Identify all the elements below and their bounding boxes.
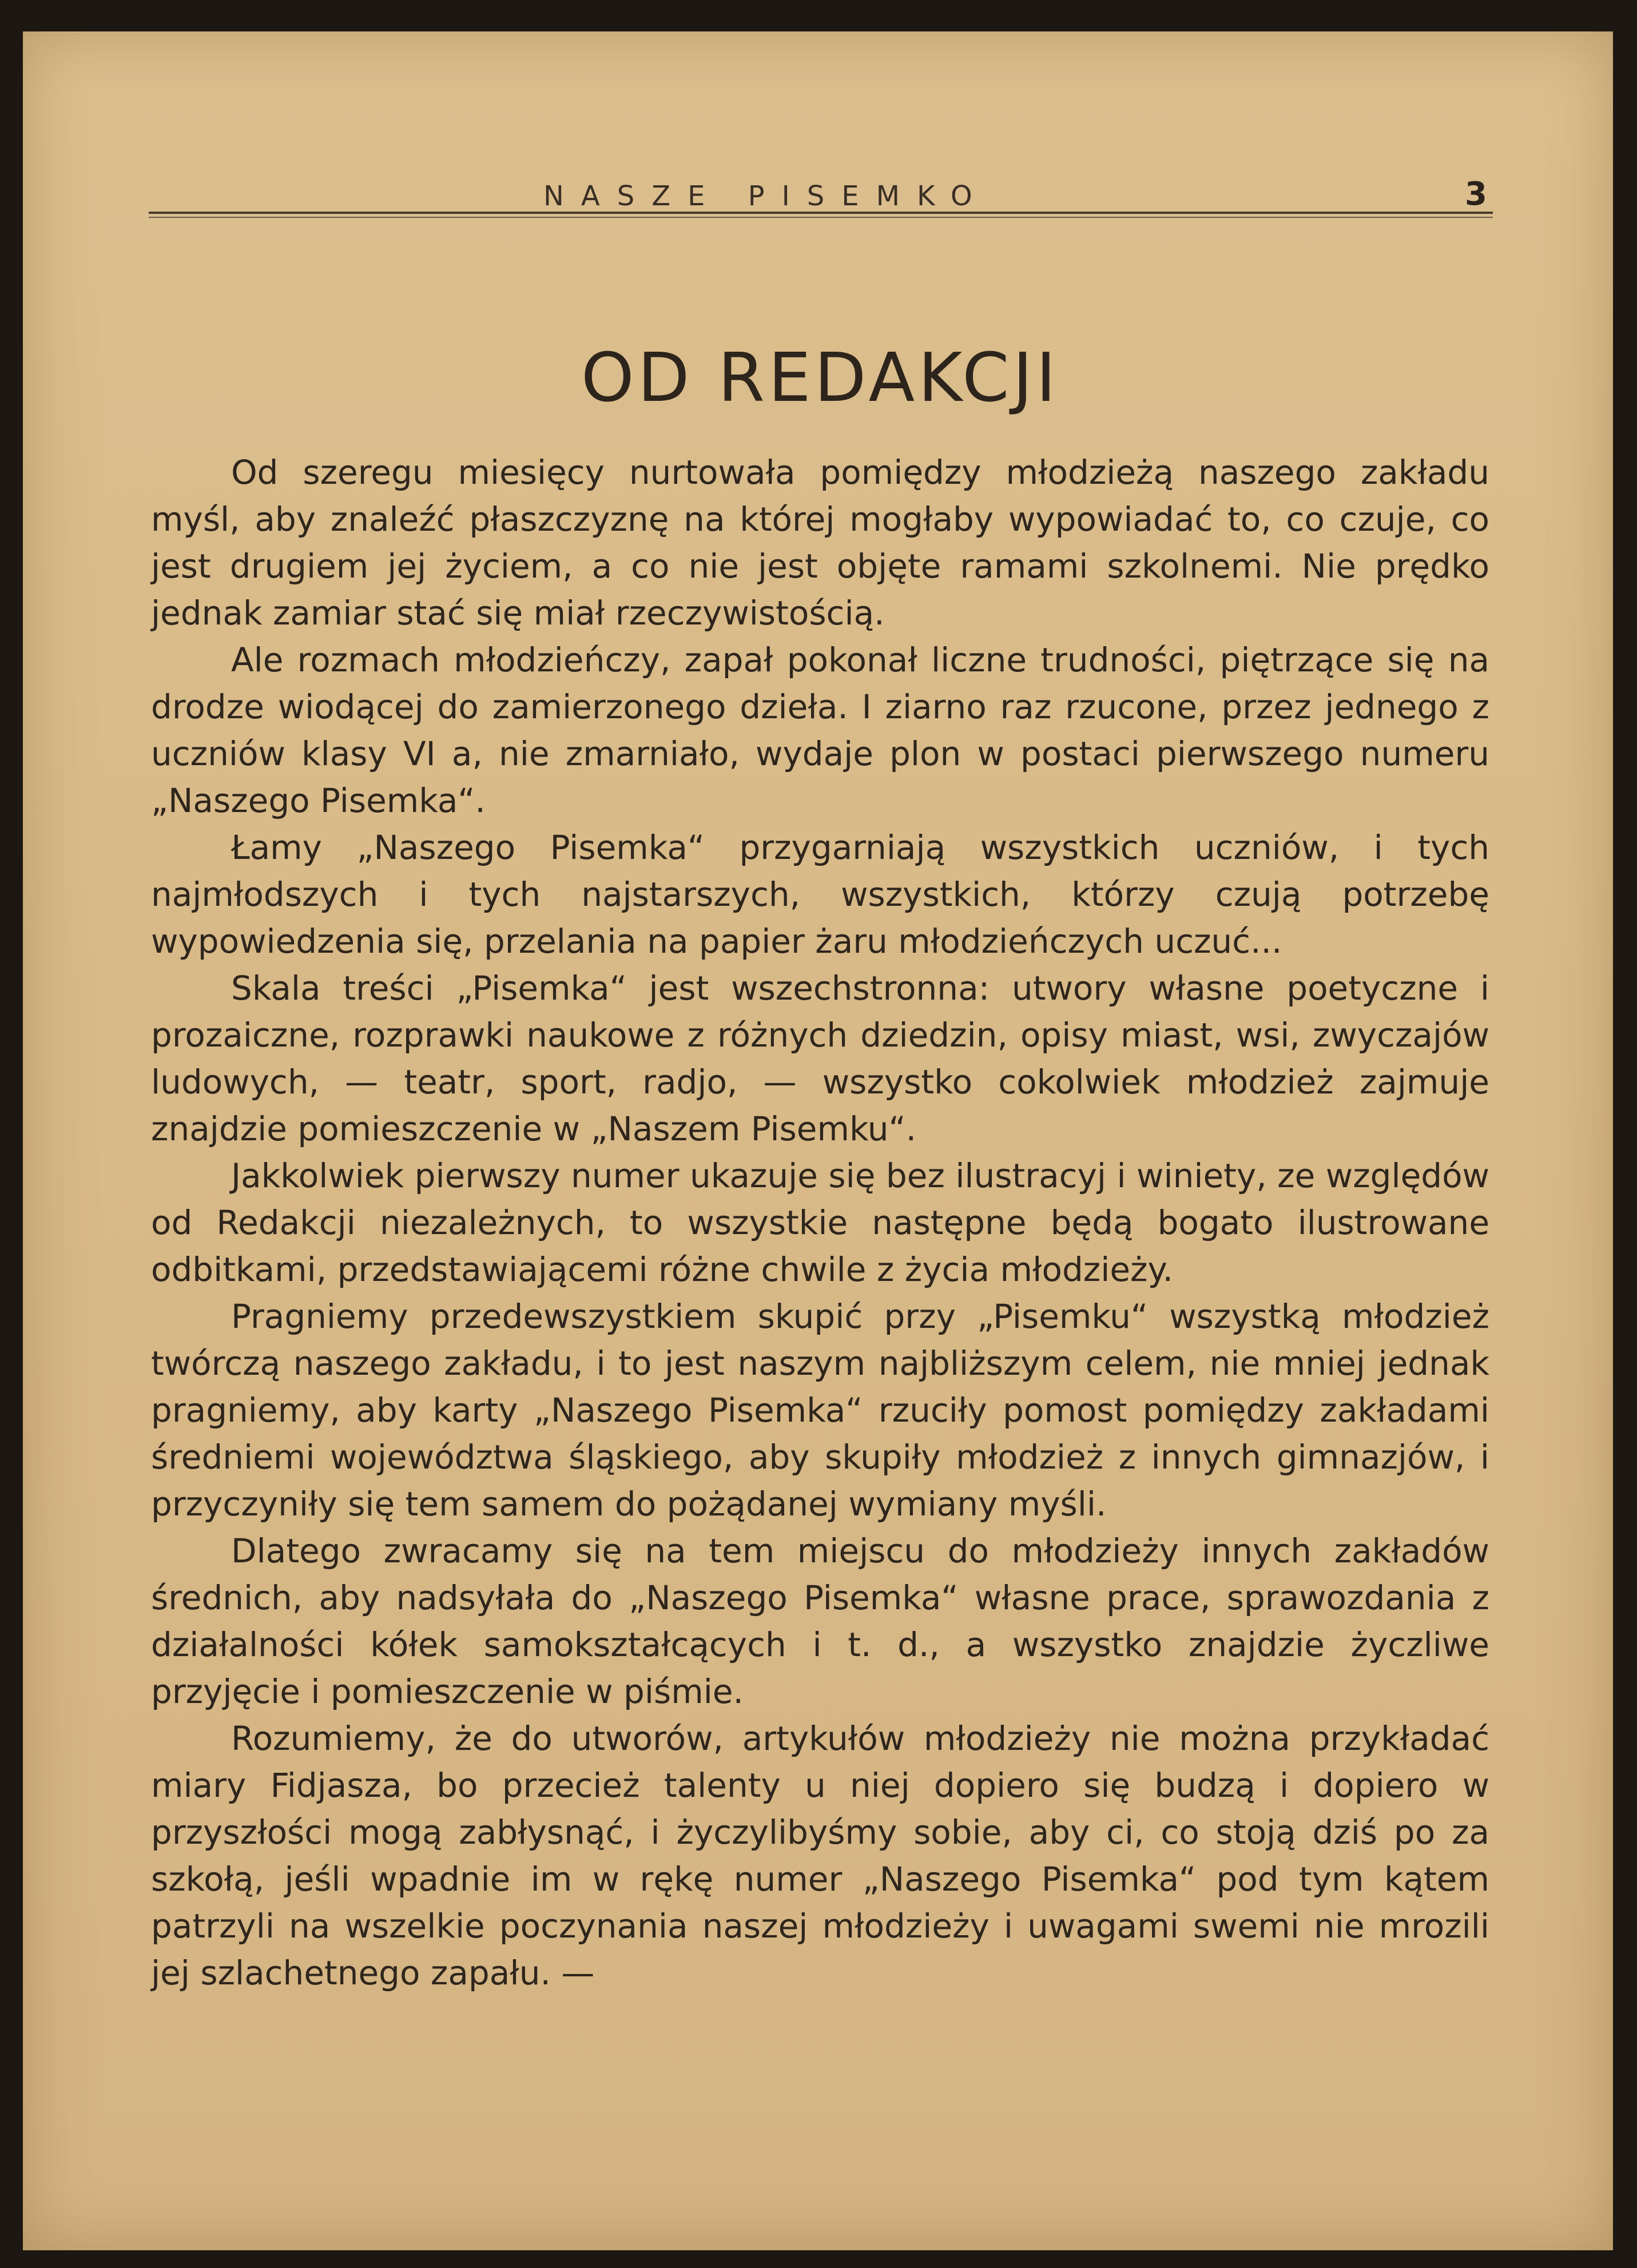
paragraph: Pragniemy przedewszystkiem skupić przy „Pisemku“ wszystką młodzież twórczą naszego zakładu, i to jest naszym najbliższym celem, nie mniej jednak pragniemy, aby karty „Naszego Pisemka“ rzuciły pomost pomiędzy zakładami średniemi województwa śląskiego, aby skupiły młodzież z innych gimnazjów, i przyczyniły się tem samem do pożądanej wymiany myśli. (151, 1297, 1489, 1523)
running-header (149, 140, 1493, 214)
article-title: OD REDAKCJI (581, 338, 1060, 417)
journal-name: NASZE PISEMKO (543, 180, 990, 212)
paragraph: Skala treści „Pisemka“ jest wszechstronna: utwory własne poetyczne i prozaiczne, rozprawki naukowe z różnych dziedzin, opisy miast, wsi, zwyczajów ludowych, — teatr, sport, radjo, — wszystko cokolwiek młodzież zajmuje znajdzie pomieszczenie w „Naszem Pisemku“. (151, 969, 1489, 1148)
header-rule-thin (149, 217, 1493, 218)
paragraph: Ale rozmach młodzieńczy, zapał pokonał liczne trudności, piętrzące się na drodze wiodącej do zamierzonego dzieła. I ziarno raz rzucone, przez jednego z uczniów klasy VI a, nie zmarniało, wydaje plon w postaci pierwszego numeru „Naszego Pisemka“. (151, 640, 1489, 820)
paragraph: Dlatego zwracamy się na tem miejscu do młodzieży innych zakładów średnich, aby nadsyłała do „Naszego Pisemka“ własne prace, sprawozdania z działalności kółek samokształcących i t. d., a wszystko znajdzie życzliwe przyjęcie i pomieszczenie w piśmie. (151, 1531, 1489, 1711)
paragraph: Jakkolwiek pierwszy numer ukazuje się bez ilustracyj i winiety, ze względów od Redakcji niezależnych, to wszystkie następne będą bogato ilustrowane odbitkami, przedstawiającemi różne chwile z życia młodzieży. (151, 1156, 1489, 1289)
article (151, 335, 1489, 1996)
page-number: 3 (1465, 176, 1487, 213)
paragraph: Rozumiemy, że do utworów, artykułów młodzieży nie można przykładać miary Fidjasza, bo przecież talenty u niej dopiero się budzą i dopiero w przyszłości mogą zabłysnąć, i życzylibyśmy sobie, aby ci, co stoją dziś po za szkołą, jeśli wpadnie im w rękę numer „Naszego Pisemka“ pod tym kątem patrzyli na wszelkie poczynania naszej młodzieży i uwagami swemi nie mrozili jej szlachetnego zapału. — (151, 1719, 1489, 1992)
paragraph: Łamy „Naszego Pisemka“ przygarniają wszystkich uczniów, i tych najmłodszych i tych najstarszych, wszystkich, którzy czują potrzebę wypowiedzenia się, przelania na papier żaru młodzieńczych uczuć... (151, 828, 1489, 961)
header-rule-thick (149, 212, 1493, 214)
page-sheet (23, 31, 1613, 2250)
paragraph: Od szeregu miesięcy nurtowała pomiędzy młodzieżą naszego zakładu myśl, aby znaleźć płaszczyznę na której mogłaby wypowiadać to, co czuje, co jest drugiem jej życiem, a co nie jest objęte ramami szkolnemi. Nie prędko jednak zamiar stać się miał rzeczywistością. (151, 453, 1489, 632)
